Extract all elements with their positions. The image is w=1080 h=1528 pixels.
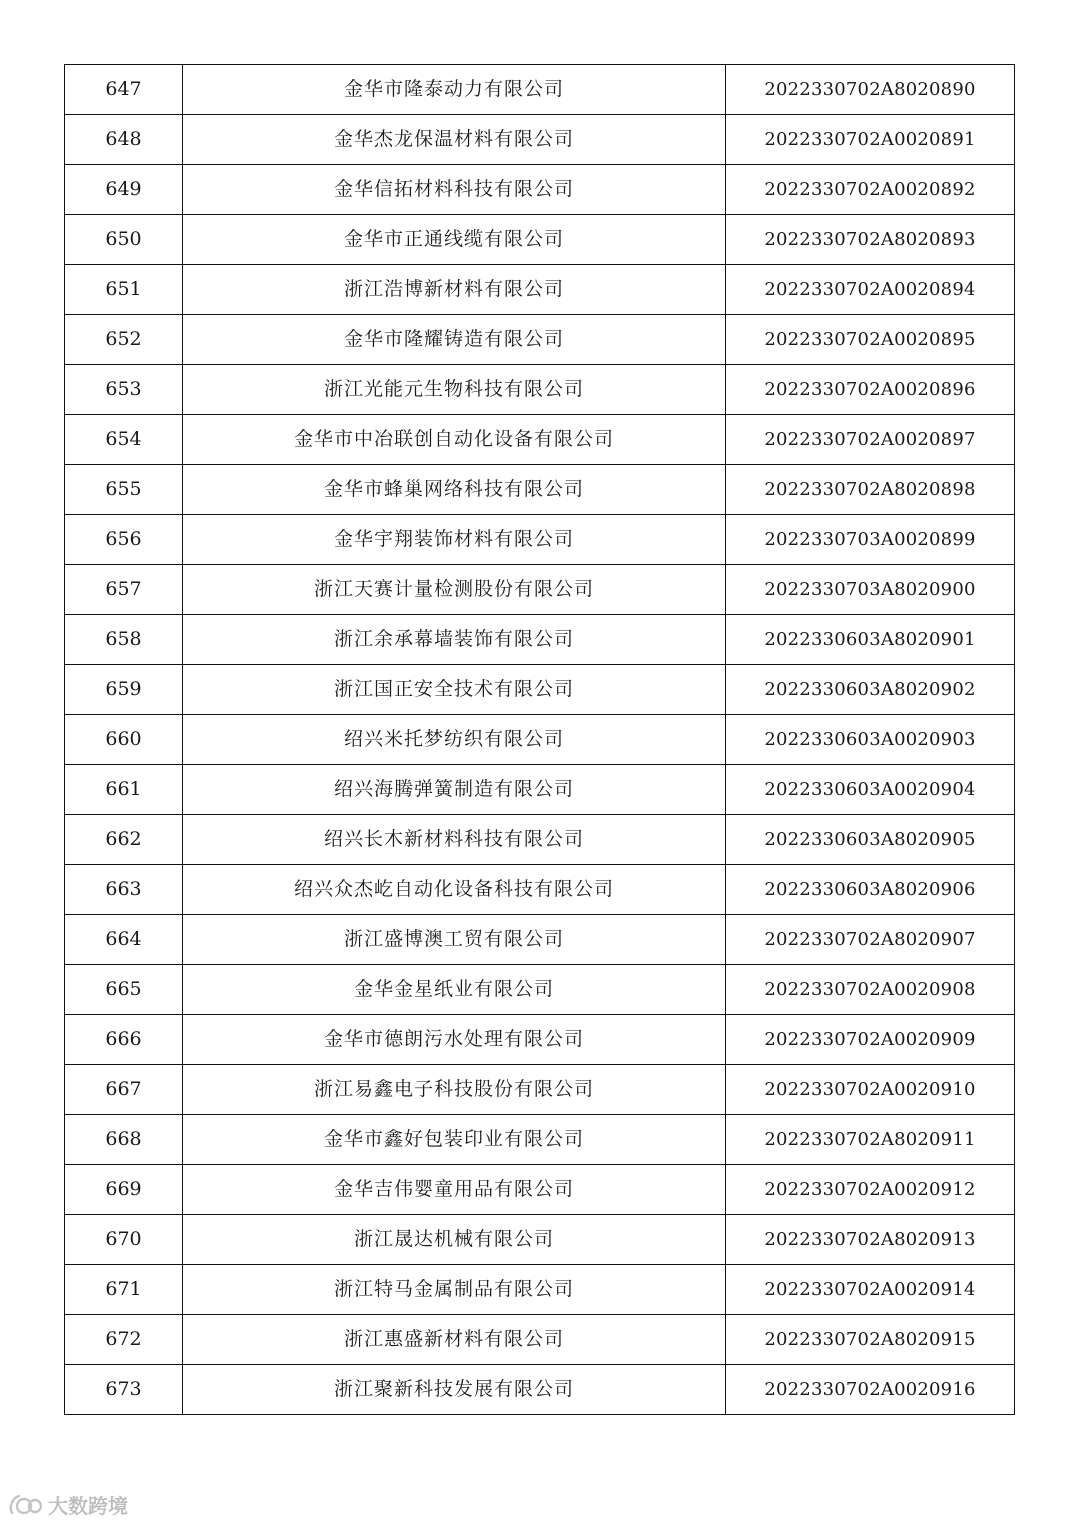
company-name-cell: 金华市隆泰动力有限公司	[183, 65, 726, 115]
row-number-cell: 660	[65, 715, 183, 765]
row-number-cell: 649	[65, 165, 183, 215]
table-row	[65, 965, 1015, 1015]
registration-code-cell: 2022330702A0020912	[726, 1165, 1015, 1215]
table-row	[65, 465, 1015, 515]
row-number-cell: 658	[65, 615, 183, 665]
table-row	[65, 865, 1015, 915]
row-number-cell: 657	[65, 565, 183, 615]
row-number-cell: 656	[65, 515, 183, 565]
company-name-cell: 浙江余承幕墙装饰有限公司	[183, 615, 726, 665]
table-row	[65, 1015, 1015, 1065]
table-row	[65, 65, 1015, 115]
row-number-cell: 662	[65, 815, 183, 865]
company-name-cell: 金华市德朗污水处理有限公司	[183, 1015, 726, 1065]
row-number-cell: 663	[65, 865, 183, 915]
company-name-cell: 金华市隆耀铸造有限公司	[183, 315, 726, 365]
company-name-cell: 绍兴长木新材料科技有限公司	[183, 815, 726, 865]
registration-code-cell: 2022330702A8020890	[726, 65, 1015, 115]
registration-code-cell: 2022330702A8020898	[726, 465, 1015, 515]
watermark-text: 大数跨境	[48, 1494, 128, 1518]
company-name-cell: 浙江浩博新材料有限公司	[183, 265, 726, 315]
company-name-cell: 金华宇翔装饰材料有限公司	[183, 515, 726, 565]
registration-code-cell: 2022330603A8020905	[726, 815, 1015, 865]
company-name-cell: 浙江特马金属制品有限公司	[183, 1265, 726, 1315]
company-name-cell: 浙江聚新科技发展有限公司	[183, 1365, 726, 1415]
company-name-cell: 金华金星纸业有限公司	[183, 965, 726, 1015]
company-list-table	[64, 64, 1015, 1415]
row-number-cell: 647	[65, 65, 183, 115]
row-number-cell: 664	[65, 915, 183, 965]
table-body	[65, 65, 1015, 1415]
company-name-cell: 浙江易鑫电子科技股份有限公司	[183, 1065, 726, 1115]
table-row	[65, 115, 1015, 165]
company-name-cell: 金华信拓材料科技有限公司	[183, 165, 726, 215]
table-row	[65, 1115, 1015, 1165]
company-name-cell: 浙江惠盛新材料有限公司	[183, 1315, 726, 1365]
company-name-cell: 浙江光能元生物科技有限公司	[183, 365, 726, 415]
row-number-cell: 665	[65, 965, 183, 1015]
table-row	[65, 415, 1015, 465]
registration-code-cell: 2022330703A0020899	[726, 515, 1015, 565]
table-row	[65, 765, 1015, 815]
registration-code-cell: 2022330603A0020904	[726, 765, 1015, 815]
row-number-cell: 667	[65, 1065, 183, 1115]
registration-code-cell: 2022330702A8020911	[726, 1115, 1015, 1165]
watermark-logo-icon	[8, 1493, 42, 1517]
table-row	[65, 515, 1015, 565]
company-name-cell: 金华杰龙保温材料有限公司	[183, 115, 726, 165]
registration-code-cell: 2022330702A0020910	[726, 1065, 1015, 1115]
company-name-cell: 绍兴米托梦纺织有限公司	[183, 715, 726, 765]
registration-code-cell: 2022330702A0020891	[726, 115, 1015, 165]
table-row	[65, 315, 1015, 365]
registration-code-cell: 2022330603A8020906	[726, 865, 1015, 915]
row-number-cell: 666	[65, 1015, 183, 1065]
row-number-cell: 670	[65, 1215, 183, 1265]
company-name-cell: 浙江天赛计量检测股份有限公司	[183, 565, 726, 615]
row-number-cell: 661	[65, 765, 183, 815]
table-row	[65, 565, 1015, 615]
table-row	[65, 1365, 1015, 1415]
row-number-cell: 653	[65, 365, 183, 415]
table-row	[65, 265, 1015, 315]
company-name-cell: 金华市中冶联创自动化设备有限公司	[183, 415, 726, 465]
row-number-cell: 655	[65, 465, 183, 515]
company-name-cell: 浙江国正安全技术有限公司	[183, 665, 726, 715]
row-number-cell: 668	[65, 1115, 183, 1165]
table-row	[65, 915, 1015, 965]
registration-code-cell: 2022330703A8020900	[726, 565, 1015, 615]
company-name-cell: 金华吉伟婴童用品有限公司	[183, 1165, 726, 1215]
table-row	[65, 1315, 1015, 1365]
table-row	[65, 1215, 1015, 1265]
row-number-cell: 651	[65, 265, 183, 315]
table-row	[65, 715, 1015, 765]
table-row	[65, 1165, 1015, 1215]
table-row	[65, 665, 1015, 715]
company-name-cell: 浙江晟达机械有限公司	[183, 1215, 726, 1265]
table-row	[65, 815, 1015, 865]
row-number-cell: 672	[65, 1315, 183, 1365]
row-number-cell: 650	[65, 215, 183, 265]
registration-code-cell: 2022330702A0020909	[726, 1015, 1015, 1065]
row-number-cell: 654	[65, 415, 183, 465]
company-name-cell: 浙江盛博澳工贸有限公司	[183, 915, 726, 965]
registration-code-cell: 2022330603A0020903	[726, 715, 1015, 765]
row-number-cell: 648	[65, 115, 183, 165]
company-name-cell: 金华市正通线缆有限公司	[183, 215, 726, 265]
registration-code-cell: 2022330702A0020914	[726, 1265, 1015, 1315]
registration-code-cell: 2022330702A8020893	[726, 215, 1015, 265]
registration-code-cell: 2022330702A0020892	[726, 165, 1015, 215]
registration-code-cell: 2022330702A0020894	[726, 265, 1015, 315]
row-number-cell: 659	[65, 665, 183, 715]
registration-code-cell: 2022330702A0020916	[726, 1365, 1015, 1415]
registration-code-cell: 2022330702A0020896	[726, 365, 1015, 415]
registration-code-cell: 2022330702A8020907	[726, 915, 1015, 965]
table-row	[65, 215, 1015, 265]
company-name-cell: 绍兴众杰屹自动化设备科技有限公司	[183, 865, 726, 915]
watermark	[8, 1490, 128, 1519]
registration-code-cell: 2022330603A8020901	[726, 615, 1015, 665]
table-row	[65, 1265, 1015, 1315]
company-name-cell: 金华市鑫好包装印业有限公司	[183, 1115, 726, 1165]
row-number-cell: 652	[65, 315, 183, 365]
table-row	[65, 615, 1015, 665]
table-row	[65, 365, 1015, 415]
registration-code-cell: 2022330702A0020895	[726, 315, 1015, 365]
registration-code-cell: 2022330702A8020915	[726, 1315, 1015, 1365]
company-name-cell: 金华市蜂巢网络科技有限公司	[183, 465, 726, 515]
registration-code-cell: 2022330603A8020902	[726, 665, 1015, 715]
table-row	[65, 165, 1015, 215]
row-number-cell: 673	[65, 1365, 183, 1415]
registration-code-cell: 2022330702A0020908	[726, 965, 1015, 1015]
registration-code-cell: 2022330702A8020913	[726, 1215, 1015, 1265]
table-row	[65, 1065, 1015, 1115]
company-name-cell: 绍兴海腾弹簧制造有限公司	[183, 765, 726, 815]
registration-code-cell: 2022330702A0020897	[726, 415, 1015, 465]
row-number-cell: 671	[65, 1265, 183, 1315]
row-number-cell: 669	[65, 1165, 183, 1215]
